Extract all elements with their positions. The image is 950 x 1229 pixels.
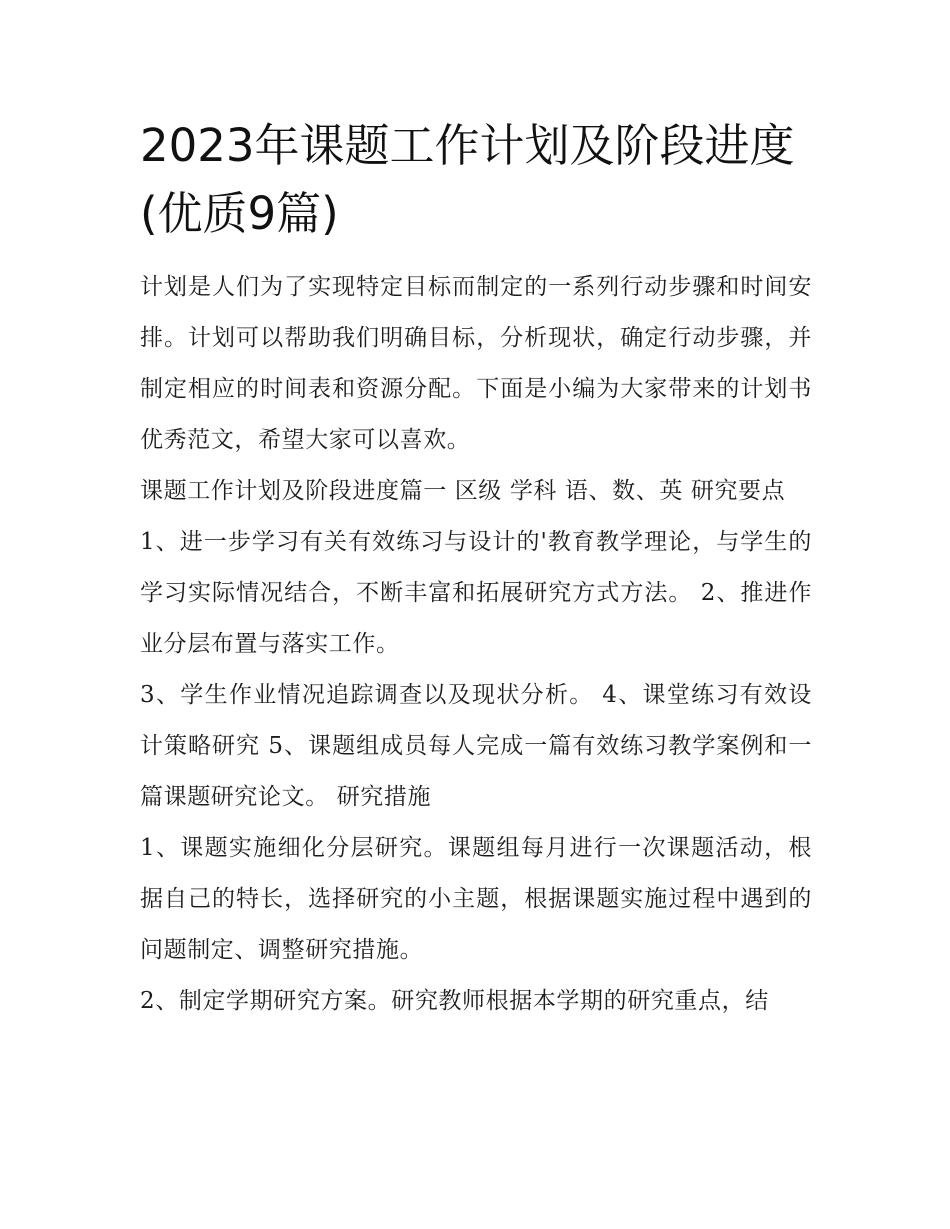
measure-paragraph-2: 2、制定学期研究方案。研究教师根据本学期的研究重点，结 — [140, 988, 769, 1014]
research-point-paragraph-1: 1、进一步学习有关有效练习与设计的'教育教学理论，与学生的学习实际情况结合，不断丰富和拓展研究方式方法。 2、推进作业分层布置与落实工作。 — [140, 529, 812, 657]
measure-paragraph-1: 1、课题实施细化分层研究。课题组每月进行一次课题活动，根据自己的特长，选择研究的小主题，根据课题实施过程中遇到的问题制定、调整研究措施。 — [140, 835, 812, 963]
document-title: 2023年课题工作计划及阶段进度(优质9篇) — [140, 119, 795, 240]
intro-paragraph: 计划是人们为了实现特定目标而制定的一系列行动步骤和时间安排。计划可以帮助我们明确目标，分析现状，确定行动步骤，并制定相应的时间表和资源分配。下面是小编为大家带来的计划书优秀范文，希望大家可以喜欢。 — [140, 274, 812, 453]
document-body — [140, 112, 812, 1027]
section-heading-paragraph: 课题工作计划及阶段进度篇一 区级 学科 语、数、英 研究要点 — [140, 478, 786, 504]
research-point-paragraph-2: 3、学生作业情况追踪调查以及现状分析。 4、课堂练习有效设计策略研究 5、课题组成员每人完成一篇有效练习教学案例和一篇课题研究论文。 研究措施 — [140, 682, 812, 810]
